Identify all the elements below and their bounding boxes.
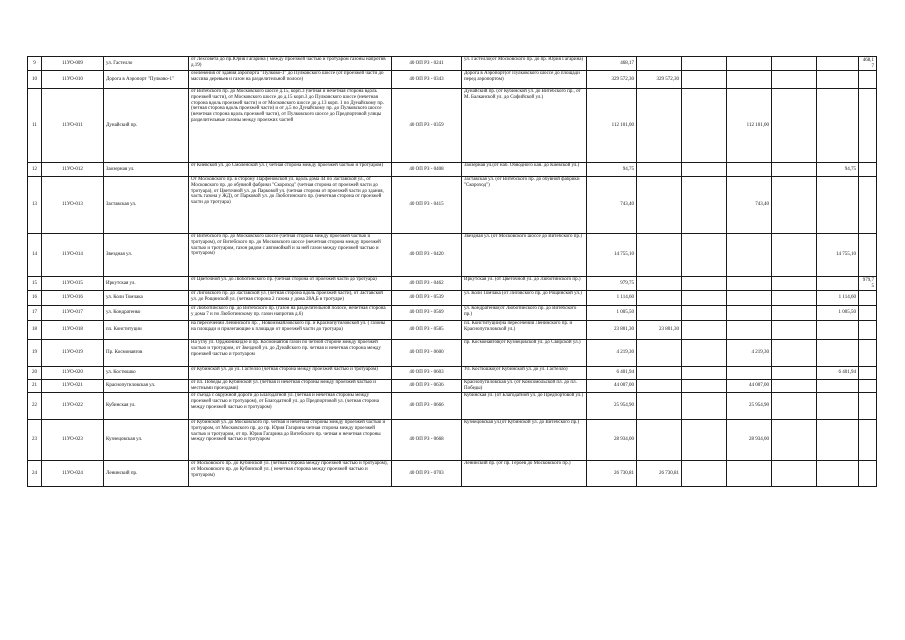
area-col-1	[637, 277, 682, 291]
total-area: 44 007,00	[587, 380, 637, 393]
table-row	[28, 177, 877, 234]
boundary-description: от Кубинской ул. до Московского пр. четная и нечетная стороны между проезжей частью и тротуаром, от Московского пр. до пр. Юрия Гагарина четная сторона между проезжей частью и тротуаром, от пр. Юрия Гагарина до Витебского пр. четная и нечетная стороны между проезжей частью и тротуаром	[189, 420, 392, 461]
area-col-5	[817, 177, 859, 234]
area-col-6	[859, 71, 877, 89]
area-col-4	[772, 234, 817, 277]
boundary-description: от Люботинского пр. до Витебского пр. (газон на разделительной полосе, нечетная сторона у дома 7 и по Люботинскому пр. газон напротив д.6)	[189, 306, 392, 321]
registry-id: 40 ОП РЗ - 0703	[392, 461, 462, 487]
street-name: Краснопутиловская ул.	[104, 380, 189, 393]
area-col-2	[682, 306, 727, 321]
street-name: Дунайский пр.	[104, 89, 189, 163]
object-code: 11УО-009	[42, 57, 104, 71]
area-col-4	[772, 291, 817, 306]
area-col-5: 1 005,50	[817, 306, 859, 321]
total-area: 6 401,94	[587, 367, 637, 380]
row-number: 20	[28, 367, 42, 380]
area-col-4	[772, 89, 817, 163]
total-area: 14 755,10	[587, 234, 637, 277]
boundary-description: на пересечении Ленинского пр. , Новоизмайловского пр. и Краснопутиловской ул. ( газоны на площади и прилегающие к площади от проезжей части до тротуара)	[189, 321, 392, 340]
table-row	[28, 234, 877, 277]
table-row	[28, 277, 877, 291]
row-number: 9	[28, 57, 42, 71]
area-col-2	[682, 71, 727, 89]
boundary-description: от Кубинской ул. до ул. Гастелло (четная сторона между проезжей частью и тротуаром)	[189, 367, 392, 380]
area-col-6	[859, 321, 877, 340]
area-col-3: 743,40	[727, 177, 772, 234]
object-code: 11УО-011	[42, 89, 104, 163]
total-area: 25 954,90	[587, 393, 637, 420]
area-col-3	[727, 163, 772, 177]
table-row	[28, 291, 877, 306]
boundary-description: от съезда с окружной дороги до Благодатной ул. (четная и нечетная стороны между проезжей частью и тротуаром), от Благодатной ул. до Предпортовой ул. (четная сторона между проезжей частью и тротуаром)	[189, 393, 392, 420]
road-boundaries: Заозерная ул.(от наб. Обводного кан. до Киевской ул.)	[462, 163, 587, 177]
row-number: 18	[28, 321, 42, 340]
row-number: 19	[28, 340, 42, 367]
total-area: 28 934,00	[587, 420, 637, 461]
registry-id: 40 ОП РЗ - 0241	[392, 57, 462, 71]
row-number: 14	[28, 234, 42, 277]
area-col-6: 468,17	[859, 57, 877, 71]
area-col-5	[817, 321, 859, 340]
row-number: 11	[28, 89, 42, 163]
total-area: 1 114,60	[587, 291, 637, 306]
total-area: 94,75	[587, 163, 637, 177]
area-col-6	[859, 89, 877, 163]
area-col-1	[637, 367, 682, 380]
area-col-1	[637, 393, 682, 420]
table-row	[28, 163, 877, 177]
total-area: 743,40	[587, 177, 637, 234]
registry-id: 40 ОП РЗ - 0668	[392, 420, 462, 461]
street-name: Пр. Космонавтов	[104, 340, 189, 367]
area-col-5	[817, 420, 859, 461]
boundary-description: от Цветочной ул. до Люботинского пр. (четная сторона от проезжей части до тротуара)	[189, 277, 392, 291]
object-code: 11УО-021	[42, 380, 104, 393]
area-col-2	[682, 461, 727, 487]
boundary-description: озеленения от здания аэропорта "Пулково-1" до Пулковского шоссе (от проезжей части до массива деревьев и газон на разделительной полосе)	[189, 71, 392, 89]
area-col-4	[772, 420, 817, 461]
area-col-6	[859, 340, 877, 367]
road-boundaries: пл. Конституции(на пересечении Ленинского пр. и Краснопутиловской ул.)	[462, 321, 587, 340]
area-col-5: 14 755,10	[817, 234, 859, 277]
area-col-3	[727, 234, 772, 277]
area-col-2	[682, 393, 727, 420]
road-boundaries: Краснопутиловская ул. (от Комсомольской пл. до пл. Победы)	[462, 380, 587, 393]
area-col-2	[682, 291, 727, 306]
road-boundaries: пр. Космонавтов(от Кузнецовской ул. до Свирской ул.)	[462, 340, 587, 367]
registry-id: 40 ОП РЗ - 0539	[392, 291, 462, 306]
object-code: 11УО-016	[42, 291, 104, 306]
registry-id: 40 ОП РЗ - 0585	[392, 321, 462, 340]
area-col-6: 979,75	[859, 277, 877, 291]
boundary-description: На углу ул. Орджоникидзе и пр. Космонавтов газон по четной стороне между проезжей частью и тротуаром, от Звездной ул. до Дунайского пр. четная и нечетная сторона между проезжей частью и тротуаром	[189, 340, 392, 367]
area-col-2	[682, 57, 727, 71]
registry-id: 40 ОП РЗ - 0569	[392, 306, 462, 321]
registry-id: 40 ОП РЗ - 0359	[392, 89, 462, 163]
registry-id: 40 ОП РЗ - 0636	[392, 380, 462, 393]
area-col-1	[637, 306, 682, 321]
area-col-3	[727, 291, 772, 306]
boundary-description: От Московского пр. в сторону Парфеновской ул. вдоль дома 44 по Заставской ул., от Московского пр. до обувной фабрики "Скороход" (четная сторона от проезжей части до тротуара), от Цветочной ул. до Парковой ул. (четная сторона от проезжей части до здания, часть газона у ЖД), от Парковой ул. до Люботинского пр. (нечетная сторона от проезжей части до тротуара)	[189, 177, 392, 234]
total-area: 1 005,50	[587, 306, 637, 321]
registry-id: 40 ОП РЗ - 0415	[392, 177, 462, 234]
area-col-3: 44 007,00	[727, 380, 772, 393]
area-col-5	[817, 461, 859, 487]
registry-id: 40 ОП РЗ - 0420	[392, 234, 462, 277]
street-name: Кузнецовская ул.	[104, 420, 189, 461]
object-code: 11УО-010	[42, 71, 104, 89]
area-col-6	[859, 461, 877, 487]
table-row	[28, 380, 877, 393]
table-row	[28, 306, 877, 321]
area-col-3	[727, 71, 772, 89]
object-code: 11УО-013	[42, 177, 104, 234]
table-row	[28, 393, 877, 420]
boundary-description: от Лехсовета до пр.Юрия Гагарина ( между проезжей частью и тротуаром газоны напротив д.19)	[189, 57, 392, 71]
area-col-4	[772, 163, 817, 177]
street-name: Дорога в Аэропорт "Пулково-1"	[104, 71, 189, 89]
road-boundaries: Звездная ул. (от Московского шоссе до Витебского пр.)	[462, 234, 587, 277]
registry-id: 40 ОП РЗ - 0408	[392, 163, 462, 177]
area-col-1	[637, 89, 682, 163]
green-areas-table	[27, 56, 877, 487]
boundary-description: от Киевской ул. до Смоленской ул. ( четная сторона между проезжей частью и тротуаром)	[189, 163, 392, 177]
area-col-5: 6 401,94	[817, 367, 859, 380]
boundary-description: от пл. Победы до Кубинской ул. (четная и нечетная стороны между проезжей частью и местными проездами)	[189, 380, 392, 393]
area-col-4	[772, 367, 817, 380]
area-col-1	[637, 291, 682, 306]
area-col-3	[727, 461, 772, 487]
road-boundaries: Ленинский пр. (от пр. Героев до Московского пр.)	[462, 461, 587, 487]
area-col-4	[772, 393, 817, 420]
boundary-description: от Лиговского пр. до Заставской ул. (четная сторона вдоль проезжей части), от Заставской ул. до Рощинской ул. (четная сторона 2 газона у дома 28А,Б в тротуаре)	[189, 291, 392, 306]
area-col-5	[817, 380, 859, 393]
total-area: 26 730,81	[587, 461, 637, 487]
road-boundaries: Ул. Костюшко(от Кубинской ул. до ул. Гастелло)	[462, 367, 587, 380]
object-code: 11УО-012	[42, 163, 104, 177]
road-boundaries: ул. Кондратенко(от Люботинского пр. до Витебского пр.)	[462, 306, 587, 321]
object-code: 11УО-015	[42, 277, 104, 291]
registry-sheet	[27, 56, 876, 555]
road-boundaries: Заставская ул. (от Витебского пр. до обувной фабрики "Скороход")	[462, 177, 587, 234]
street-name: Заставская ул.	[104, 177, 189, 234]
total-area: 468,17	[587, 57, 637, 71]
area-col-1	[637, 57, 682, 71]
table-row	[28, 367, 877, 380]
area-col-3	[727, 306, 772, 321]
area-col-3	[727, 367, 772, 380]
area-col-2	[682, 163, 727, 177]
area-col-4	[772, 277, 817, 291]
row-number: 12	[28, 163, 42, 177]
area-col-2	[682, 177, 727, 234]
table-row	[28, 71, 877, 89]
table-row	[28, 321, 877, 340]
street-name: пл. Конституции	[104, 321, 189, 340]
area-col-4	[772, 340, 817, 367]
area-col-2	[682, 367, 727, 380]
total-area: 4 219,30	[587, 340, 637, 367]
area-col-1	[637, 163, 682, 177]
road-boundaries: Дорога в Аэропорт(от Пулковского шоссе до площади перед аэропортом)	[462, 71, 587, 89]
row-number: 23	[28, 420, 42, 461]
total-area: 329 572,30	[587, 71, 637, 89]
row-number: 13	[28, 177, 42, 234]
registry-id: 40 ОП РЗ - 0603	[392, 367, 462, 380]
row-number: 15	[28, 277, 42, 291]
total-area: 23 801,30	[587, 321, 637, 340]
object-code: 11УО-022	[42, 393, 104, 420]
area-col-4	[772, 177, 817, 234]
area-col-3: 25 954,90	[727, 393, 772, 420]
area-col-2	[682, 234, 727, 277]
street-name: ул. Костюшко	[104, 367, 189, 380]
area-col-1	[637, 420, 682, 461]
table-row	[28, 89, 877, 163]
row-number: 10	[28, 71, 42, 89]
table-body	[28, 57, 877, 487]
street-name: Звездная ул.	[104, 234, 189, 277]
area-col-1: 329 572,30	[637, 71, 682, 89]
area-col-1	[637, 234, 682, 277]
object-code: 11УО-020	[42, 367, 104, 380]
area-col-4	[772, 380, 817, 393]
table-row	[28, 340, 877, 367]
street-name: Иркутская ул.	[104, 277, 189, 291]
area-col-2	[682, 89, 727, 163]
road-boundaries: Дунайский пр. (от Кубинской ул. до Витебского пр., от М. Балканской ул. до Софийской ул.)	[462, 89, 587, 163]
street-name: Ленинский пр.	[104, 461, 189, 487]
area-col-4	[772, 321, 817, 340]
area-col-6	[859, 380, 877, 393]
registry-id: 40 ОП РЗ - 0666	[392, 393, 462, 420]
area-col-5	[817, 57, 859, 71]
table-row	[28, 420, 877, 461]
area-col-6	[859, 163, 877, 177]
area-col-6	[859, 367, 877, 380]
boundary-description: от Витебского пр. до Московского шоссе (четная сторона между проезжей частью и тротуаром), от Витебского пр. до Московского шоссе (нечетная сторона между проезжей частью и тротуаром, газон рядом с автомойкой и за ней газон между проезжей частью и тротуаром)	[189, 234, 392, 277]
road-boundaries: Кубинская ул. (от Благодатной ул. до Предпортовой ул.)	[462, 393, 587, 420]
table-row	[28, 461, 877, 487]
area-col-5	[817, 89, 859, 163]
area-col-4	[772, 461, 817, 487]
area-col-1	[637, 380, 682, 393]
street-name: Заозерная ул.	[104, 163, 189, 177]
street-name: ул. Кондратенко	[104, 306, 189, 321]
area-col-6	[859, 291, 877, 306]
row-number: 21	[28, 380, 42, 393]
area-col-2	[682, 380, 727, 393]
row-number: 16	[28, 291, 42, 306]
area-col-3: 28 934,00	[727, 420, 772, 461]
boundary-description: от Московского пр. до Кубинской ул. (четная сторона между проезжей частью и тротуаром), от Московского пр. до Кубинской ул. ( нечетная сторона между проезжей частью и тротуаром)	[189, 461, 392, 487]
table-row	[28, 57, 877, 71]
street-name: ул. Гастелло	[104, 57, 189, 71]
area-col-3	[727, 57, 772, 71]
street-name: Кубинская ул.	[104, 393, 189, 420]
area-col-2	[682, 420, 727, 461]
area-col-2	[682, 277, 727, 291]
total-area: 979,75	[587, 277, 637, 291]
area-col-5: 1 114,60	[817, 291, 859, 306]
area-col-5	[817, 393, 859, 420]
road-boundaries: ул. Коли Томчака (от Лиговского пр. до Рощинской ул.)	[462, 291, 587, 306]
area-col-3	[727, 321, 772, 340]
object-code: 11УО-014	[42, 234, 104, 277]
area-col-5: 94,75	[817, 163, 859, 177]
area-col-2	[682, 321, 727, 340]
area-col-4	[772, 57, 817, 71]
area-col-6	[859, 234, 877, 277]
road-boundaries: Кузнецовская ул.(от Кубинской ул. до Витебского пр.)	[462, 420, 587, 461]
area-col-3: 112 101,00	[727, 89, 772, 163]
object-code: 11УО-018	[42, 321, 104, 340]
area-col-1	[637, 340, 682, 367]
area-col-6	[859, 177, 877, 234]
road-boundaries: ул. Гастелло(от Московского пр. до пр. Юрия Гагарина)	[462, 57, 587, 71]
area-col-6	[859, 420, 877, 461]
object-code: 11УО-023	[42, 420, 104, 461]
registry-id: 40 ОП РЗ - 0343	[392, 71, 462, 89]
area-col-6	[859, 393, 877, 420]
object-code: 11УО-024	[42, 461, 104, 487]
total-area: 112 101,00	[587, 89, 637, 163]
street-name: ул. Коли Томчака	[104, 291, 189, 306]
row-number: 24	[28, 461, 42, 487]
registry-id: 40 ОП РЗ - 0600	[392, 340, 462, 367]
area-col-1: 26 730,81	[637, 461, 682, 487]
area-col-6	[859, 306, 877, 321]
area-col-1: 23 801,30	[637, 321, 682, 340]
area-col-5	[817, 340, 859, 367]
object-code: 11УО-019	[42, 340, 104, 367]
area-col-3	[727, 277, 772, 291]
row-number: 17	[28, 306, 42, 321]
area-col-3: 4 219,30	[727, 340, 772, 367]
area-col-1	[637, 177, 682, 234]
row-number: 22	[28, 393, 42, 420]
object-code: 11УО-017	[42, 306, 104, 321]
area-col-5	[817, 277, 859, 291]
area-col-5	[817, 71, 859, 89]
area-col-4	[772, 306, 817, 321]
boundary-description: от Витебского пр. до Московского шоссе д.15, корп.3 (четная и нечетная сторона вдоль проезжей части), от Московского шоссе до д.15 корп.3 до Пулковского шоссе (нечетная сторона вдоль проезжей части) и от Московского шоссе до д.13 корп. 1 по Дунайскому пр. (четная сторона вдоль проезжей части) и от д.5 по Дунайскому пр. до Пулковского шоссе (нечетная сторона вдоль проезжей части), от Пулковского шоссе до Предпортовой улицы разделительные газоны между проезжих частей	[189, 89, 392, 163]
registry-id: 40 ОП РЗ - 0462	[392, 277, 462, 291]
road-boundaries: Иркутская ул. (от Цветочной ул. до Люботинского пр.)	[462, 277, 587, 291]
area-col-4	[772, 71, 817, 89]
area-col-2	[682, 340, 727, 367]
